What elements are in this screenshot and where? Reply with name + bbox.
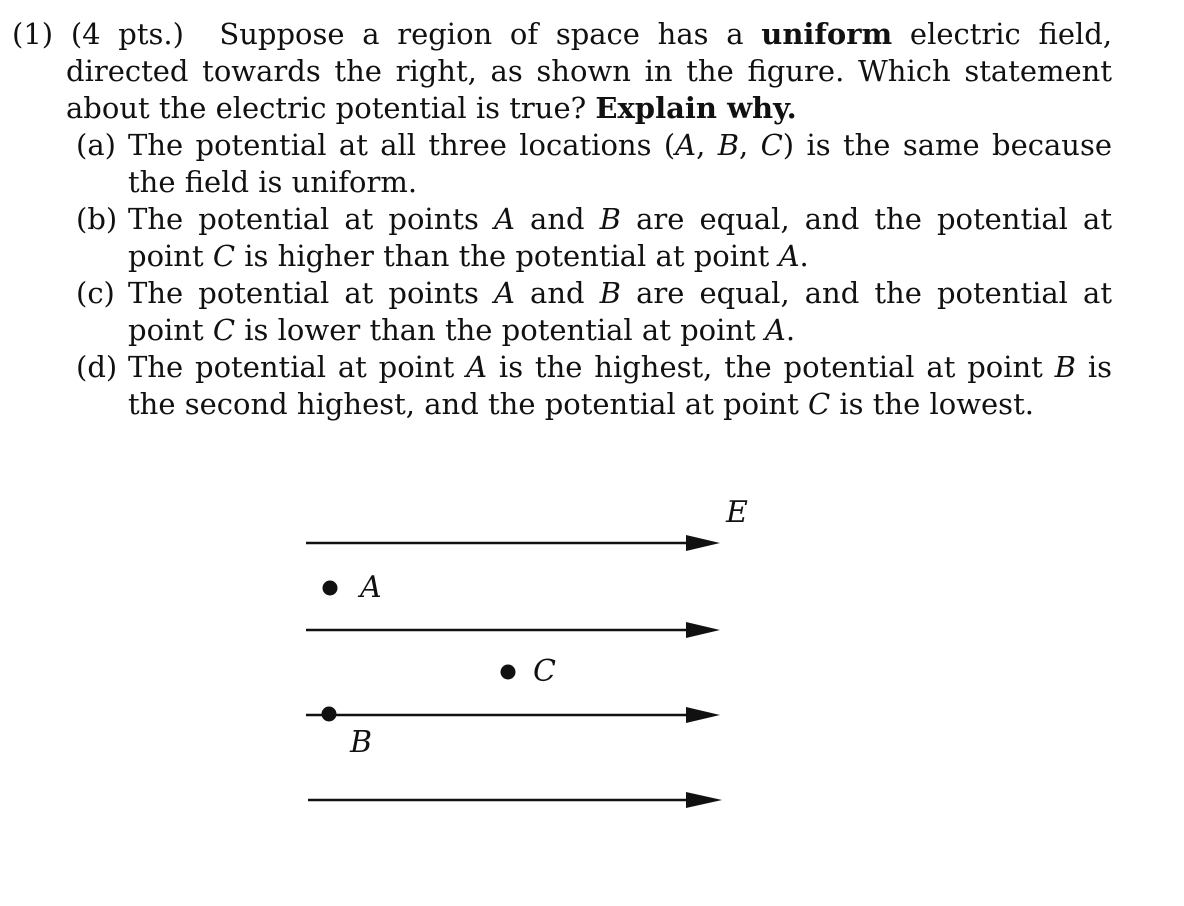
stem-text-2: electric field, directed towards the right, as shown in the figure. Which statement about the electric potential is true?: [66, 17, 1113, 125]
arrowhead-icon: [686, 792, 722, 808]
option-label: (a): [76, 128, 116, 162]
field-line-3: [306, 707, 720, 723]
option-text: The potential at points A and B are equal, and the potential at point C is lower than the potential at point A.: [128, 276, 1112, 347]
field-label-e: E: [726, 495, 748, 530]
arrowhead-icon: [686, 622, 720, 638]
option-text: The potential at all three locations (A, B, C) is the same because the field is uniform.: [128, 128, 1112, 199]
problem-stem: [12, 16, 1112, 127]
option-text: The potential at point A is the highest, the potential at point B is the second highest, and the potential at point C is the lowest.: [128, 350, 1112, 421]
point-a-dot: [323, 581, 338, 596]
stem-bold-uniform: uniform: [761, 17, 893, 51]
field-line-4: [308, 792, 722, 808]
option-label: (b): [76, 202, 118, 236]
stem-explain: Explain why.: [595, 91, 797, 125]
problem-1: [12, 16, 1112, 423]
option-a: [12, 127, 1112, 201]
field-line-1: [306, 535, 720, 551]
answer-options: [12, 127, 1112, 423]
field-line-2: [306, 622, 720, 638]
option-b: [12, 201, 1112, 275]
point-a-label: A: [360, 570, 382, 605]
option-label: (d): [76, 350, 118, 384]
option-d: [12, 349, 1112, 423]
option-text: The potential at points A and B are equal, and the potential at point C is higher than the potential at point A.: [128, 202, 1112, 273]
point-c-dot: [501, 665, 516, 680]
point-c-label: C: [533, 654, 556, 689]
point-b-label: B: [350, 725, 373, 760]
point-b-dot: [322, 707, 337, 722]
problem-number: (1): [12, 17, 54, 51]
option-label: (c): [76, 276, 115, 310]
stem-text-1: Suppose a region of space has a: [219, 17, 744, 51]
problem-points: (4 pts.): [70, 17, 184, 51]
electric-field-figure: [290, 480, 790, 820]
arrowhead-icon: [686, 707, 720, 723]
arrowhead-icon: [686, 535, 720, 551]
option-c: [12, 275, 1112, 349]
